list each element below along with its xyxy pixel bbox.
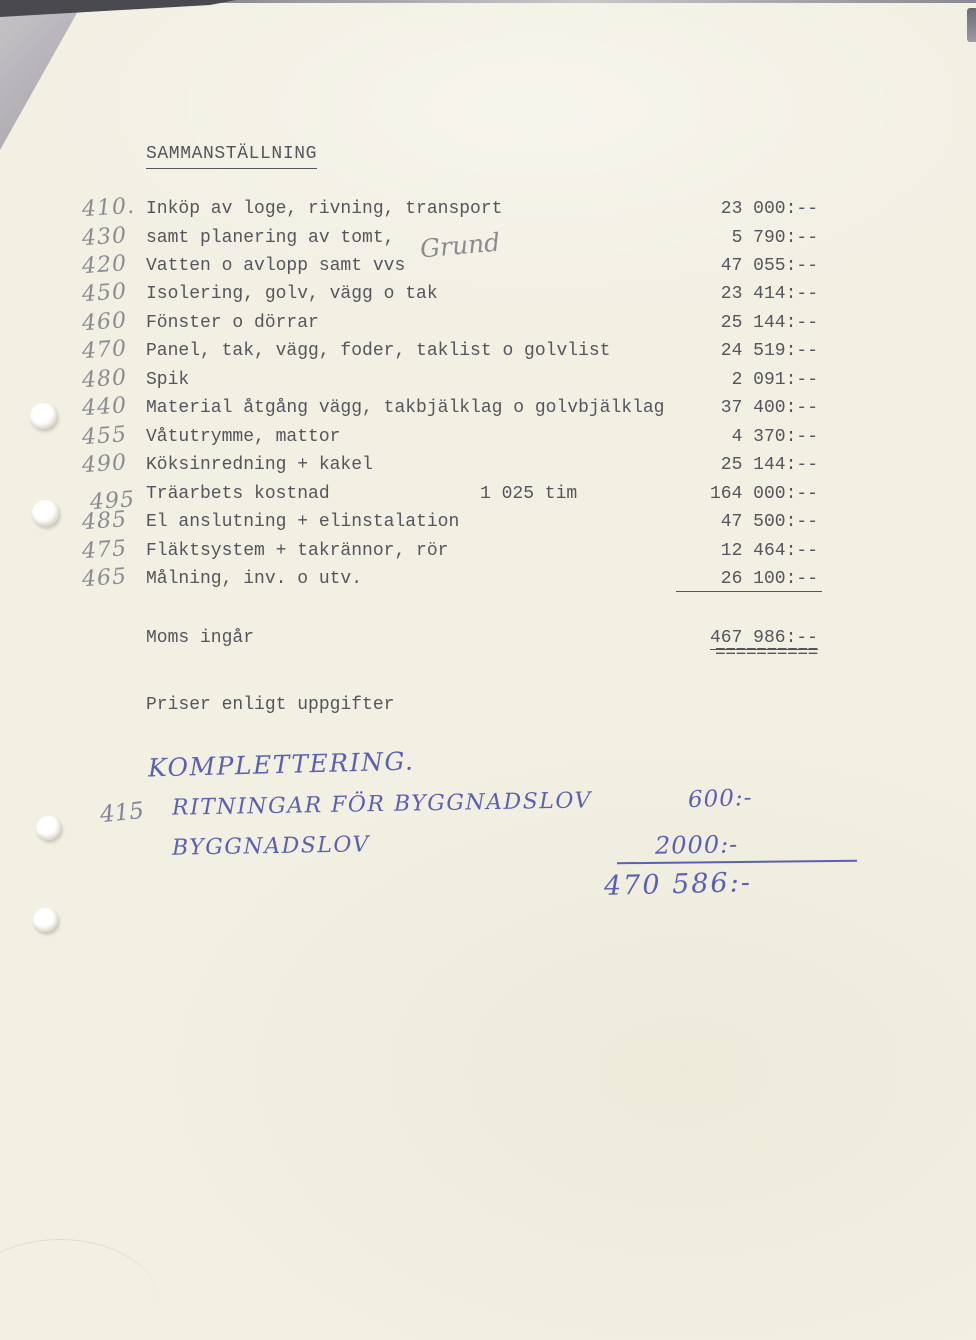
item-amount: 24 519:-- [720, 341, 818, 361]
account-code: 460 [81, 308, 128, 337]
scanner-right-notch [967, 8, 976, 42]
line-item [0, 251, 976, 285]
item-description: Köksinredning + kakel [146, 455, 373, 475]
line-item [0, 365, 976, 399]
double-underline: ========== [714, 643, 818, 663]
item-amount: 25 144:-- [720, 313, 818, 333]
item-description: Isolering, golv, vägg o tak [146, 284, 438, 304]
handwritten-amount-1: 600:- [687, 784, 753, 814]
line-item [0, 393, 976, 427]
account-code: 410. [81, 193, 136, 223]
item-amount: 37 400:-- [720, 398, 818, 418]
item-hours: 1 025 tim [480, 484, 578, 504]
item-amount: 26 100:-- [720, 569, 818, 589]
line-item [0, 336, 976, 370]
item-amount: 47 055:-- [720, 256, 818, 276]
item-amount: 23 000:-- [720, 199, 818, 219]
account-code: 480 [81, 365, 128, 394]
item-description: Inköp av loge, rivning, transport [146, 199, 503, 219]
account-code: 430 [81, 223, 128, 252]
handwritten-item-1: RITNINGAR FÖR BYGGNADSLOV [171, 788, 593, 821]
total-amount: 467 986:-- [709, 628, 818, 648]
punch-hole [33, 908, 58, 932]
item-amount: 23 414:-- [720, 284, 818, 304]
item-description: Panel, tak, vägg, foder, taklist o golvlist [146, 341, 611, 361]
grand-total-typed [709, 628, 818, 663]
handwritten-sum-rule [617, 860, 857, 865]
handwritten-heading: KOMPLETTERING. [147, 746, 415, 783]
handwritten-amount-2: 2000:- [654, 830, 739, 860]
item-description: Målning, inv. o utv. [146, 569, 363, 589]
line-item [0, 450, 976, 484]
line-item [0, 564, 976, 598]
item-amount: 12 464:-- [720, 541, 818, 561]
folded-corner-background [0, 2, 90, 152]
item-description: Spik [146, 370, 190, 390]
item-description: El anslutning + elinstalation [146, 512, 460, 532]
account-code: 470 [81, 336, 128, 365]
item-amount: 2 091:-- [731, 370, 818, 390]
account-code: 440 [81, 393, 128, 422]
account-code: 455 [81, 422, 128, 451]
item-amount: 47 500:-- [720, 512, 818, 532]
item-description: Fläktsystem + takrännor, rör [146, 541, 449, 561]
vat-note: Moms ingår [146, 628, 255, 648]
line-item [0, 223, 976, 264]
item-description: Träarbets kostnad [146, 484, 330, 504]
account-code: 485 [81, 507, 128, 536]
handwritten-item-2: BYGGNADSLOV [171, 832, 371, 861]
line-item [0, 279, 976, 313]
item-description: Fönster o dörrar [146, 313, 319, 333]
handwritten-account-code: 415 [98, 797, 146, 829]
item-amount: 4 370:-- [731, 427, 818, 447]
item-amount: 5 790:-- [731, 228, 818, 248]
item-description: Vatten o avlopp samt vvs [146, 256, 406, 276]
line-item [0, 422, 976, 456]
punch-hole [36, 816, 61, 840]
account-code: 450 [81, 279, 128, 308]
handwritten-note: Grund [418, 227, 502, 264]
account-code: 490 [81, 450, 128, 479]
line-item [0, 193, 976, 228]
item-amount: 25 144:-- [720, 455, 818, 475]
handwritten-grand-total: 470 586:- [603, 867, 753, 902]
page-title: SAMMANSTÄLLNING [146, 144, 317, 169]
line-item [0, 507, 976, 541]
account-code: 420 [81, 251, 128, 280]
item-description: samt planering av tomt, [146, 228, 395, 248]
price-footnote: Priser enligt uppgifter [146, 695, 395, 715]
account-code: 495 [89, 487, 136, 516]
line-item [0, 484, 976, 516]
item-description: Våtutrymme, mattor [146, 427, 341, 447]
item-description: Material åtgång vägg, takbjälklag o golvbjälklag [146, 398, 665, 418]
item-amount: 164 000:-- [709, 484, 818, 504]
account-code: 465 [81, 564, 128, 593]
paper-crease [0, 1239, 160, 1340]
line-item [0, 536, 976, 570]
line-item [0, 308, 976, 342]
account-code: 475 [81, 536, 128, 565]
sum-rule [676, 591, 822, 592]
